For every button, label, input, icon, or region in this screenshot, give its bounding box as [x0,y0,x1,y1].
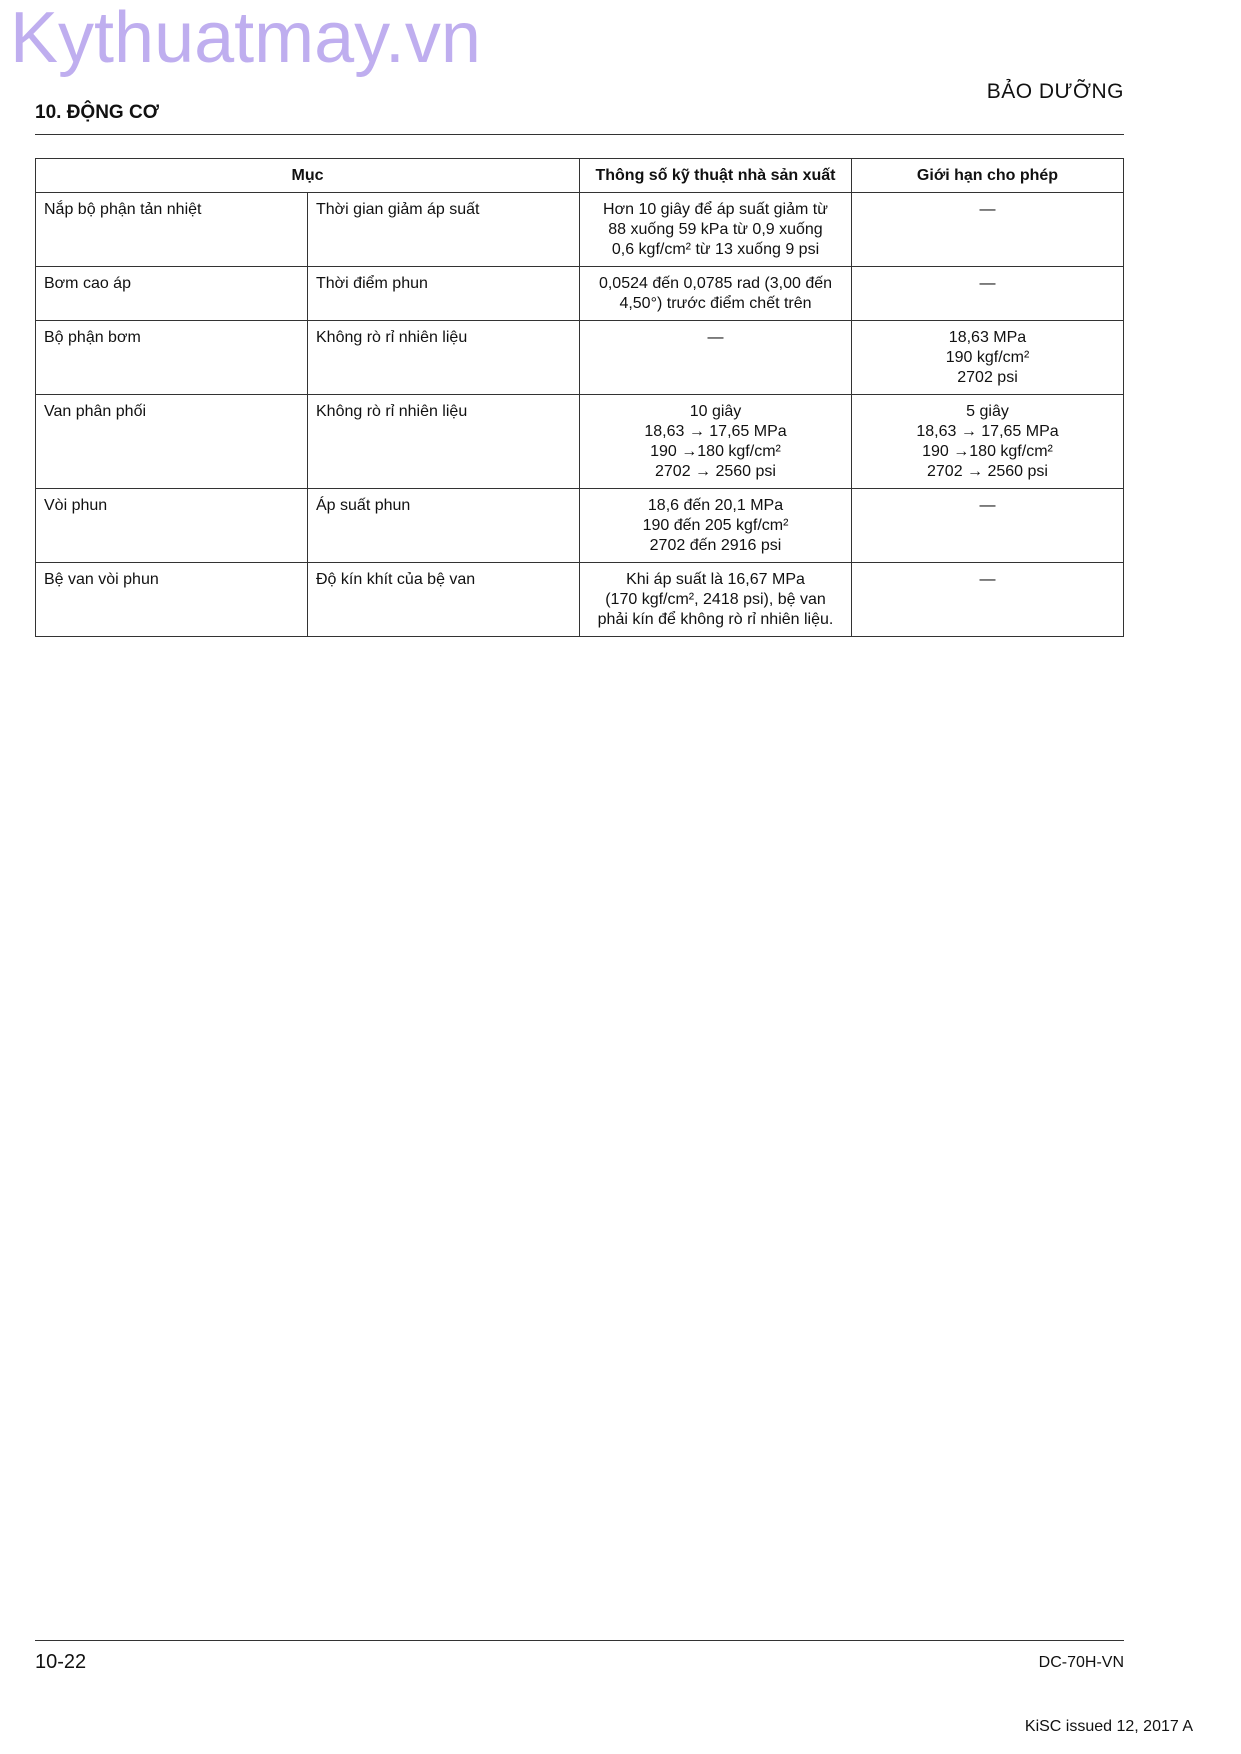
table-row [36,321,1124,395]
spec-line: 0,0524 đến 0,0785 rad (3,00 đến [598,275,833,292]
limit-line: — [979,201,996,218]
footer-rule [35,1640,1124,1641]
cell-limit [852,193,1124,267]
table-row [36,563,1124,637]
cell-limit [852,321,1124,395]
spec-line: 88 xuống 59 kPa từ 0,9 xuống [608,221,823,238]
cell-spec [580,321,852,395]
spec-line: 18,63 → 17,65 MPa [644,423,787,440]
cell-limit [852,395,1124,489]
issue-note: KiSC issued 12, 2017 A [1024,1718,1193,1735]
table-row [36,395,1124,489]
section-label: BẢO DƯỠNG [986,80,1124,103]
spec-line: 2702 → 2560 psi [655,463,776,480]
spec-line: — [707,329,724,346]
cell-item: Bệ van vòi phun [36,563,308,637]
cell-sub-item: Thời điểm phun [308,267,580,321]
spec-line: phải kín để không rò rỉ nhiên liệu. [597,611,834,628]
cell-spec [580,267,852,321]
spec-line: (170 kgf/cm², 2418 psi), bệ van [605,591,826,608]
cell-spec [580,563,852,637]
limit-line: 190 →180 kgf/cm² [922,443,1053,460]
limit-line: 2702 psi [957,369,1018,386]
watermark-text: Kythuatmay.vn [10,0,481,78]
limit-line: — [979,275,996,292]
limit-line: 5 giây [966,403,1009,420]
spec-line: 190 →180 kgf/cm² [650,443,781,460]
cell-item: Bơm cao áp [36,267,308,321]
cell-limit [852,267,1124,321]
cell-item: Vòi phun [36,489,308,563]
spec-table [35,158,1124,637]
cell-limit [852,489,1124,563]
header-spec: Thông số kỹ thuật nhà sản xuất [580,159,852,193]
spec-line: 18,6 đến 20,1 MPa [647,497,784,514]
cell-limit [852,563,1124,637]
cell-sub-item: Độ kín khít của bệ van [308,563,580,637]
cell-sub-item: Không rò rỉ nhiên liệu [308,321,580,395]
limit-line: — [979,571,996,588]
limit-line: 2702 → 2560 psi [927,463,1048,480]
header-rule [35,134,1124,135]
chapter-title: 10. ĐỘNG CƠ [35,102,159,123]
table-header-row [36,159,1124,193]
cell-sub-item: Thời gian giảm áp suất [308,193,580,267]
cell-sub-item: Áp suất phun [308,489,580,563]
spec-line: 10 giây [689,403,742,420]
limit-line: 18,63 MPa [948,329,1027,346]
spec-line: 0,6 kgf/cm² từ 13 xuống 9 psi [611,241,820,258]
header-limit: Giới hạn cho phép [852,159,1124,193]
limit-line: 190 kgf/cm² [945,349,1030,366]
page-number: 10-22 [35,1651,87,1673]
cell-spec [580,193,852,267]
cell-item: Van phân phối [36,395,308,489]
spec-line: 190 đến 205 kgf/cm² [642,517,789,534]
document-code: DC-70H-VN [1038,1654,1124,1671]
cell-sub-item: Không rò rỉ nhiên liệu [308,395,580,489]
limit-line: — [979,497,996,514]
spec-line: Khi áp suất là 16,67 MPa [626,571,805,588]
table-row [36,193,1124,267]
cell-spec [580,489,852,563]
header-item: Mục [36,159,580,193]
table-row [36,489,1124,563]
cell-spec [580,395,852,489]
table-row [36,267,1124,321]
spec-line: 4,50°) trước điểm chết trên [619,295,812,312]
cell-item: Bộ phận bơm [36,321,308,395]
table-body [36,193,1124,637]
spec-line: 2702 đến 2916 psi [649,537,782,554]
spec-line: Hơn 10 giây để áp suất giảm từ [603,201,828,218]
limit-line: 18,63 → 17,65 MPa [916,423,1059,440]
cell-item: Nắp bộ phận tản nhiệt [36,193,308,267]
